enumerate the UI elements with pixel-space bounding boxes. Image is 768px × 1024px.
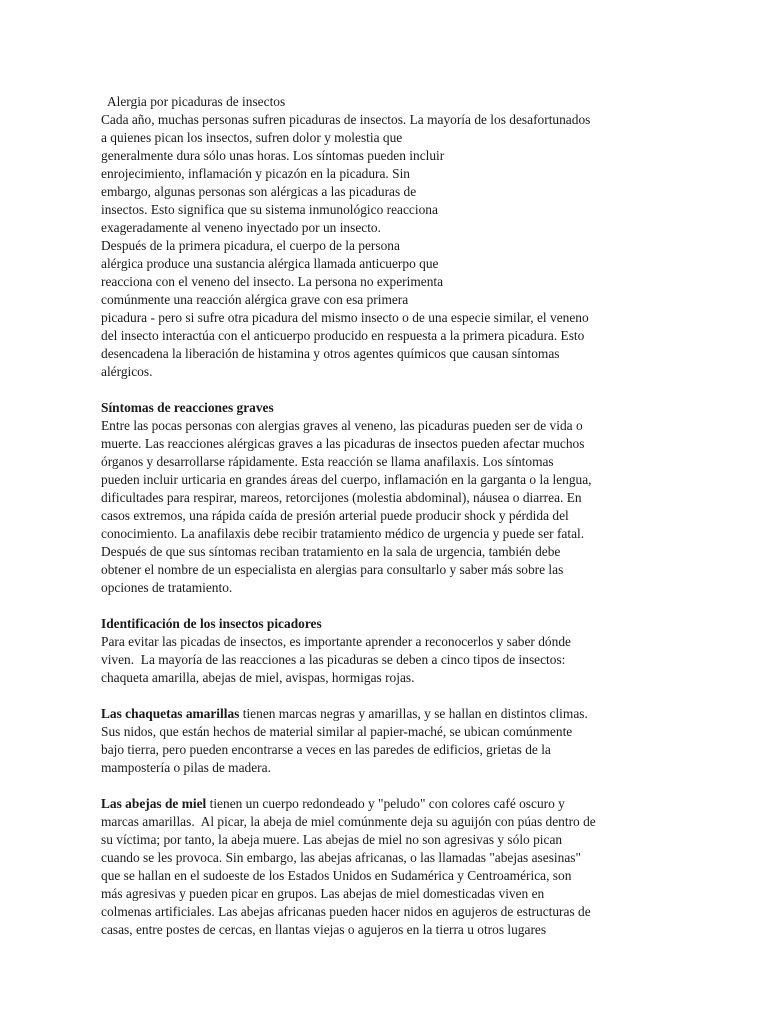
symptoms-line: dificultades para respirar, mareos, retorcijones (molestia abdominal), náusea o diarrea. En xyxy=(101,490,582,505)
identification-line: Para evitar las picadas de insectos, es importante aprender a reconocerlos y saber dónde xyxy=(101,634,571,649)
paragraph-gap xyxy=(101,687,631,705)
intro-line: Después de la primera picadura, el cuerpo de la persona xyxy=(101,238,400,253)
honeybees-line: colmenas artificiales. Las abejas africanas pueden hacer nidos en agujeros de estructuras de xyxy=(101,904,591,919)
intro-line: enrojecimiento, inflamación y picazón en la picadura. Sin xyxy=(101,166,410,181)
paragraph-gap xyxy=(101,381,631,399)
paragraph-gap xyxy=(101,777,631,795)
document-title: Alergia por picaduras de insectos xyxy=(101,94,286,109)
symptoms-line: muerte. Las reacciones alérgicas graves a las picaduras de insectos pueden afectar muchos xyxy=(101,436,585,451)
identification-heading: Identificación de los insectos picadores xyxy=(101,616,322,631)
honeybees-line: más agresivas y pueden picar en grupos. Las abejas de miel domesticadas viven en xyxy=(101,886,545,901)
intro-line: comúnmente una reacción alérgica grave con esa primera xyxy=(101,292,409,307)
symptoms-line: obtener el nombre de un especialista en alergias para consultarlo y saber más sobre las xyxy=(101,562,564,577)
honeybees-section xyxy=(101,795,631,939)
honeybees-lead-rest: tienen un cuerpo redondeado y "peludo" con colores café oscuro y xyxy=(206,796,565,811)
symptoms-line: Entre las pocas personas con alergias graves al veneno, las picaduras pueden ser de vida o xyxy=(101,418,583,433)
honeybees-line: que se hallan en el sudoeste de los Estados Unidos en Sudamérica y Centroamérica, son xyxy=(101,868,572,883)
honeybees-line: marcas amarillas. Al picar, la abeja de miel comúnmente deja su aguijón con púas dentro de xyxy=(101,814,596,829)
symptoms-heading: Síntomas de reacciones graves xyxy=(101,400,274,415)
intro-line: reacciona con el veneno del insecto. La persona no experimenta xyxy=(101,274,444,289)
intro-line: desencadena la liberación de histamina y otros agentes químicos que causan síntomas xyxy=(101,346,560,361)
intro-line: embargo, algunas personas son alérgicas a las picaduras de xyxy=(101,184,417,199)
intro-line: Cada año, muchas personas sufren picaduras de insectos. La mayoría de los desafortunados xyxy=(101,112,591,127)
yellowjackets-lead-bold: Las chaquetas amarillas xyxy=(101,706,240,721)
yellowjackets-lead-rest: tienen marcas negras y amarillas, y se hallan en distintos climas. xyxy=(239,706,588,721)
identification-section xyxy=(101,615,631,687)
honeybees-lead-line xyxy=(101,795,631,813)
intro-line: alérgicos. xyxy=(101,364,153,379)
yellowjackets-line: bajo tierra, pero pueden encontrarse a veces en las paredes de edificios, grietas de la xyxy=(101,742,551,757)
yellowjackets-line: mampostería o pilas de madera. xyxy=(101,760,271,775)
intro-line: exageradamente al veneno inyectado por un insecto. xyxy=(101,220,381,235)
yellowjackets-line: Sus nidos, que están hechos de material similar al papier-maché, se ubican comúnmente xyxy=(101,724,573,739)
symptoms-line: pueden incluir urticaria en grandes áreas del cuerpo, inflamación en la garganta o la lengua, xyxy=(101,472,592,487)
intro-line: a quienes pican los insectos, sufren dolor y molestia que xyxy=(101,130,403,145)
intro-line: generalmente dura sólo unas horas. Los síntomas pueden incluir xyxy=(101,148,445,163)
symptoms-line: opciones de tratamiento. xyxy=(101,580,233,595)
identification-line: viven. La mayoría de las reacciones a las picaduras se deben a cinco tipos de insectos: xyxy=(101,652,566,667)
honeybees-line: casas, entre postes de cercas, en llantas viejas o agujeros en la tierra u otros lugares xyxy=(101,922,547,937)
intro-line: picadura - pero si sufre otra picadura del mismo insecto o de una especie similar, el veneno xyxy=(101,310,589,325)
honeybees-lead-bold: Las abejas de miel xyxy=(101,796,207,811)
document-page xyxy=(101,93,631,939)
intro-line: alérgica produce una sustancia alérgica llamada anticuerpo que xyxy=(101,256,439,271)
intro-line: insectos. Esto significa que su sistema inmunológico reacciona xyxy=(101,202,438,217)
symptoms-line: casos extremos, una rápida caída de presión arterial puede producir shock y pérdida del xyxy=(101,508,569,523)
identification-line: chaqueta amarilla, abejas de miel, avispas, hormigas rojas. xyxy=(101,670,415,685)
symptoms-line: conocimiento. La anafilaxis debe recibir tratamiento médico de urgencia y puede ser fatal. xyxy=(101,526,585,541)
intro-paragraph xyxy=(101,111,631,381)
intro-line: del insecto interactúa con el anticuerpo producido en respuesta a la primera picadura. Esto xyxy=(101,328,585,343)
yellowjackets-section xyxy=(101,705,631,777)
honeybees-line: su víctima; por tanto, la abeja muere. Las abejas de miel no son agresivas y sólo pican xyxy=(101,832,563,847)
symptoms-line: Después de que sus síntomas reciban tratamiento en la sala de urgencia, también debe xyxy=(101,544,561,559)
paragraph-gap xyxy=(101,597,631,615)
symptoms-line: órganos y desarrollarse rápidamente. Esta reacción se llama anafilaxis. Los síntomas xyxy=(101,454,554,469)
honeybees-line: cuando se les provoca. Sin embargo, las abejas africanas, o las llamadas "abejas asesinas" xyxy=(101,850,581,865)
symptoms-section xyxy=(101,399,631,597)
yellowjackets-lead-line xyxy=(101,705,631,723)
